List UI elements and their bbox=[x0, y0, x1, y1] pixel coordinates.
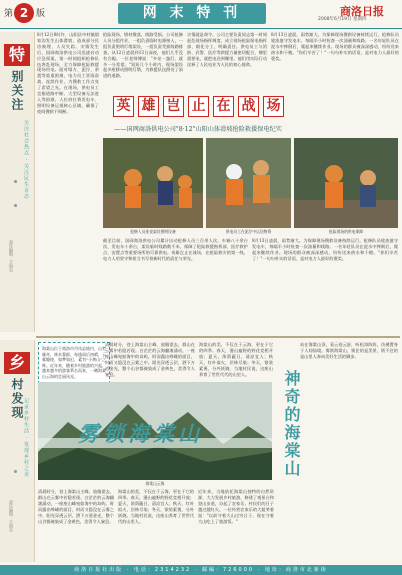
photo-rescue-workers bbox=[103, 138, 203, 228]
section-title: 网 末 特 刊 bbox=[142, 5, 242, 21]
page-suffix: 版 bbox=[36, 9, 46, 19]
story2-title: 雾锁海棠山 bbox=[78, 421, 203, 446]
story2-column-3: 近年来，当地依托海棠山独特的自然资源，大力发展乡村旅游，修建了观景台和登山步道，办起了农家乐，村民们的日子越过越红火。一位经营农家乐的大姐笑着说："以前守着大山过穷日子，现在守着大山吃上了旅游饭。" bbox=[198, 489, 274, 524]
headline-deck: ——国网商洛供电公司"8·12"山阳山体滑坡抢险救援保电纪实 bbox=[114, 126, 282, 133]
intro-text: 海棠山位于商洛市丹凤县境内，山势雄奇，林木葱郁，每逢雨后初晴，云雾缭绕，如梦如幻，素有"小黄山"之称。近年来，随着乡村旅游的兴起，越来越多的游客慕名而来，一睹海棠山云海的壮丽风光。 bbox=[42, 346, 106, 379]
editor-credit: 责任编辑：王海东 bbox=[9, 500, 14, 532]
story1-column-3: 灾情就是命令。公司主要负责同志第一时间赶赴现场指挥调度，成立现场抢险保电指挥部，细化分工，明确责任。供电员工与消防、武警、医疗等救援力量密切配合，哪里需要电，就把电送到哪里。他们用实际行动诠释了人民电业为人民的初心使命。 bbox=[187, 32, 267, 67]
headline-char: 止 bbox=[188, 96, 209, 117]
headline-char: 场 bbox=[263, 96, 284, 117]
story1-column-6: 8月13日凌晨，雨势渐大。为保障现场搜救设备持续运行，抢修队员轮流值守发电车，每隔半小时检查一次油量和线路。一名年轻队员在泥水中摔倒后，爬起来继续作业。现场的群众被深深感动，纷纷送来热水和干粮。"你们辛苦了！"一句句朴实的话语，是对电力人最好的褒奖。 bbox=[252, 238, 398, 261]
column-motto: 记录乡村生活 · 发现乡村之美 bbox=[23, 398, 29, 478]
story2-column-2: 海棠山的美，不仅在于云海，更在于它的四季。春天，漫山遍野的野花竞相开放；夏天，浓荫蔽日，清凉宜人；秋天，红叶似火，层林尽染；冬天，银装素裹，分外妖娆。当地村民说，这座山养育了世世代代的山里人。 bbox=[118, 489, 194, 524]
headline-char: 岂 bbox=[163, 96, 184, 117]
page-number-badge: 2 bbox=[14, 3, 34, 23]
column-name-village-discovery: 村发现 bbox=[10, 378, 24, 420]
story2-column-top-1: 清晨时分，登上海棠山主峰，放眼望去，群山在云雾中若隐若现。白茫茫的云海翻滚涌动，一座座山峰宛如海中的岛屿，时而露出峥嵘的面目，时而又隐没在云雾之中。阳光穿透云层，洒下万道金光，整个山谷都被染成了金黄色，美得令人窒息。 bbox=[105, 342, 195, 377]
photo-power-crew-art bbox=[206, 138, 291, 228]
editor-credit: 责任编辑：王海东 bbox=[9, 240, 14, 272]
story1-column-1: 8月12日0时许，山阳县中村镇烟家沟发生山体滑坡，造成部分民房被埋，人员失踪。灾情发生后，国网商洛供电公司迅速启动应急预案，第一时间组织抢修队伍奔赴现场，全力保障抢险救援现场用电。面对塌方、泥泞、余震等重重困难，电力员工冒雨奋战，连续作业，为搜救工作点亮了希望之光。在现场，供电员工克服道路中断、大型设备无法进入等困难，人拉肩扛将发电车、照明设备运抵核心区域，确保了夜间搜救不间断。 bbox=[37, 32, 99, 114]
rail-dot bbox=[14, 180, 17, 183]
headline-char: 雄 bbox=[138, 96, 159, 117]
story2-column-top-2: 海棠山的美，不仅在于云海，更在于它的四季。春天，漫山遍野的野花竞相开放；夏天，浓荫蔽日，清凉宜人；秋天，红叶似火，层林尽染；冬天，银装素裹，分外妖娆。当地村民说，这座山养育了世世代代的山里人。 bbox=[199, 342, 273, 377]
column-char-te: 特 bbox=[4, 44, 30, 66]
photo-caption: 抢险现场的供电保障 bbox=[328, 229, 364, 234]
section-divider bbox=[36, 336, 400, 338]
photo-caption: 供电员工在泥泞中运送物资 bbox=[225, 229, 272, 234]
intro-box bbox=[38, 342, 110, 384]
paper-name: 商洛日报 bbox=[340, 5, 384, 18]
story1-column-5: 截至目前，国网商洛供电公司累计出动抢修人员三百余人次，车辆八十余台次，发电车十余台，架设临时线路数千米，保障了抢险救援指挥部、医疗救护点、安置点等重要场所的可靠供电。英雄岂止在战场，在抢险救灾的第一线，电力人用坚守和担当书写着新时代的责任与荣光。 bbox=[103, 238, 248, 261]
publication-date: 2008年6月19日 星期四 bbox=[318, 17, 367, 22]
headline-char: 在 bbox=[213, 96, 234, 117]
headline-char: 战 bbox=[238, 96, 259, 117]
rail-dot bbox=[14, 204, 17, 207]
story2-column-1: 清晨时分，登上海棠山主峰，放眼望去，群山在云雾中若隐若现。白茫茫的云海翻滚涌动，一座座山峰宛如海中的岛屿，时而露出峥嵘的面目，时而又隐没在云雾之中。阳光穿透云层，洒下万道金光，整个山谷都被染成了金黄色，美得令人窒息。 bbox=[38, 489, 114, 524]
column-name-special-focus: 别关注 bbox=[10, 70, 24, 112]
photo-caption: 抢修人员连夜架设照明设备 bbox=[130, 229, 176, 234]
story1-column-4: 8月13日凌晨，雨势渐大。为保障现场搜救设备持续运行，抢修队员轮流值守发电车，每隔半小时检查一次油量和线路。一名年轻队员在泥水中摔倒后，爬起来继续作业。现场的群众被深深感动，纷纷送来热水和干粮。"你们辛苦了！"一句句朴实的话语，是对电力人最好的褒奖。 bbox=[271, 32, 399, 61]
photo-rescue-workers-art bbox=[103, 138, 203, 228]
rail-dot bbox=[14, 470, 17, 473]
photo-caption: 海棠山云海 bbox=[145, 481, 165, 486]
story2-column-right: 站在海棠山顶，看云卷云舒，听松涛阵阵，仿佛置身于人间仙境。雾锁海棠山，锁住的是美景，锁不住的是山里人奔向美好生活的脚步。 bbox=[300, 342, 398, 359]
headline-char: 英 bbox=[113, 96, 134, 117]
photo-site-support-art bbox=[294, 138, 398, 228]
story1-column-2: 抢险现场，塔材散落，线路受损。公司抢修人员分组作业，一组负责临时电源接入，一组负责照明灯塔架设，一组负责受损线路排查。从12日凌晨到13日深夜，他们几乎没有合眼。一位老师傅说："多亮一盏灯，就多一分希望。"短短几个小时内，现场架设起多座移动照明灯塔，为救援队伍照亮了前进的道路。 bbox=[103, 32, 183, 79]
story2-vertical-title: 神奇的海棠山 bbox=[282, 370, 301, 478]
photo-power-crew bbox=[206, 138, 291, 228]
page-prefix: 第 bbox=[4, 9, 14, 19]
footer-text: 商洛日报社出版 · 电话：2314232 · 邮编：726000 · 地址：商洛市北新街 bbox=[74, 567, 328, 573]
photo-site-support bbox=[294, 138, 398, 228]
column-motto: 关注社会热点 · 关注民生百态 bbox=[23, 120, 29, 200]
column-char-xiang: 乡 bbox=[4, 352, 30, 374]
